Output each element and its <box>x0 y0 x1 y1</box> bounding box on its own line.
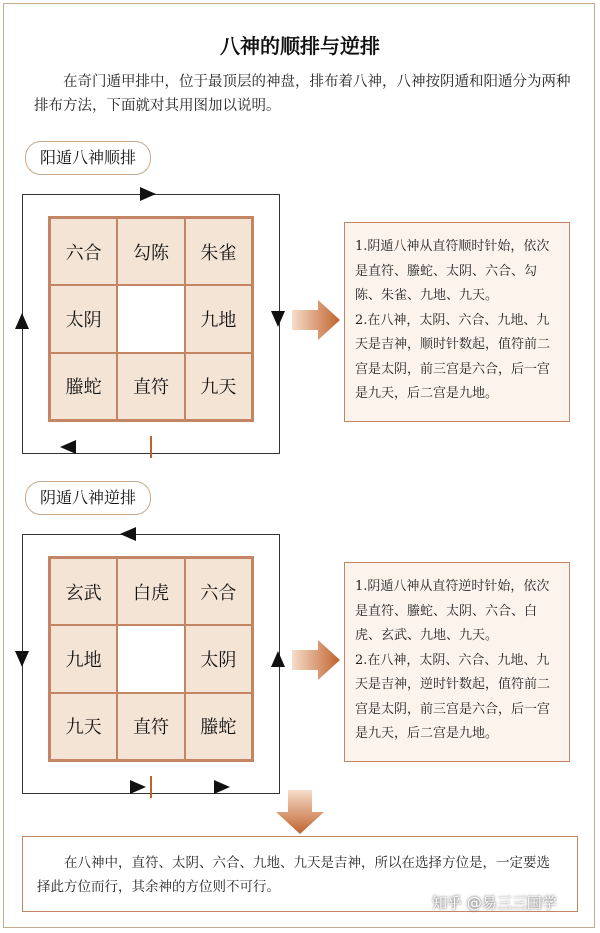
yin-cell: 白虎 <box>117 558 184 625</box>
yin-desc-line-2: 2.在八神，太阴、六合、九地、九天是吉神，逆时针数起，值符前二宫是太阴，前三宫是六合，后一宫是九天，后二宫是九地。 <box>355 652 551 741</box>
yin-cell: 太阴 <box>185 625 252 692</box>
yin-arrow-bottom-right-2 <box>214 780 230 794</box>
watermark: 知乎 @易三三国学 <box>432 894 557 912</box>
yin-cell: 螣蛇 <box>185 693 252 760</box>
yang-center-cell <box>117 285 184 352</box>
yang-desc-line-2: 2.在八神，太阴、六合、九地、九天是吉神，顺时针数起，值符前二宫是太阴，前三宫是六合，后一宫是九天，后二宫是九地。 <box>355 312 551 401</box>
yang-arrow-right-down <box>271 311 285 327</box>
yang-cell: 直符 <box>117 353 184 420</box>
yang-cell: 螣蛇 <box>50 353 117 420</box>
yin-description-box <box>344 562 570 762</box>
yang-arrow-left-up <box>15 313 29 329</box>
section-label-yang: 阳遁八神顺排 <box>25 141 151 175</box>
yang-description-box <box>344 222 570 422</box>
yin-cell: 九地 <box>50 625 117 692</box>
yang-cell: 朱雀 <box>185 218 252 285</box>
yin-cell: 玄武 <box>50 558 117 625</box>
yin-cell: 六合 <box>185 558 252 625</box>
yang-start-tick <box>150 436 152 458</box>
yin-cell: 直符 <box>117 693 184 760</box>
conclusion-box: 在八神中，直符、太阴、六合、九地、九天是吉神，所以在选择方位是，一定要选择此方位而行，其余神的方位则不可行。 <box>22 836 578 912</box>
yang-palace-grid <box>48 216 254 422</box>
yang-arrow-top-right <box>140 187 156 201</box>
yang-cell: 九天 <box>185 353 252 420</box>
yang-cell: 太阴 <box>50 285 117 352</box>
yang-cell: 九地 <box>185 285 252 352</box>
intro-paragraph: 在奇门遁甲排中，位于最顶层的神盘，排布着八神，八神按阴遁和阳遁分为两种排布方法，下面就对其用图加以说明。 <box>34 74 571 114</box>
yin-center-cell <box>117 625 184 692</box>
down-arrow-icon <box>276 790 324 834</box>
yang-cell: 勾陈 <box>117 218 184 285</box>
yin-arrow-left-down <box>15 651 29 667</box>
yang-cell: 六合 <box>50 218 117 285</box>
yin-palace-grid <box>48 556 254 762</box>
yang-pointer-arrow-icon <box>292 300 340 340</box>
page-title: 八神的顺排与逆排 <box>220 34 380 58</box>
yin-cell: 九天 <box>50 693 117 760</box>
yang-desc-line-1: 1.阴遁八神从直符顺时针始，依次是直符、螣蛇、太阴、六合、勾陈、朱雀、九地、九天。 <box>355 239 550 303</box>
yin-start-tick <box>150 776 152 798</box>
yang-arrow-bottom-left <box>60 440 76 454</box>
yin-arrow-top-left <box>120 527 136 541</box>
yin-arrow-bottom-right-1 <box>130 780 146 794</box>
yin-arrow-right-up <box>271 651 285 667</box>
yin-desc-line-1: 1.阴遁八神从直符逆时针始，依次是直符、螣蛇、太阴、六合、白虎、玄武、九地、九天。 <box>355 579 550 643</box>
section-label-yin: 阴遁八神逆排 <box>25 481 151 515</box>
yin-pointer-arrow-icon <box>292 640 340 680</box>
